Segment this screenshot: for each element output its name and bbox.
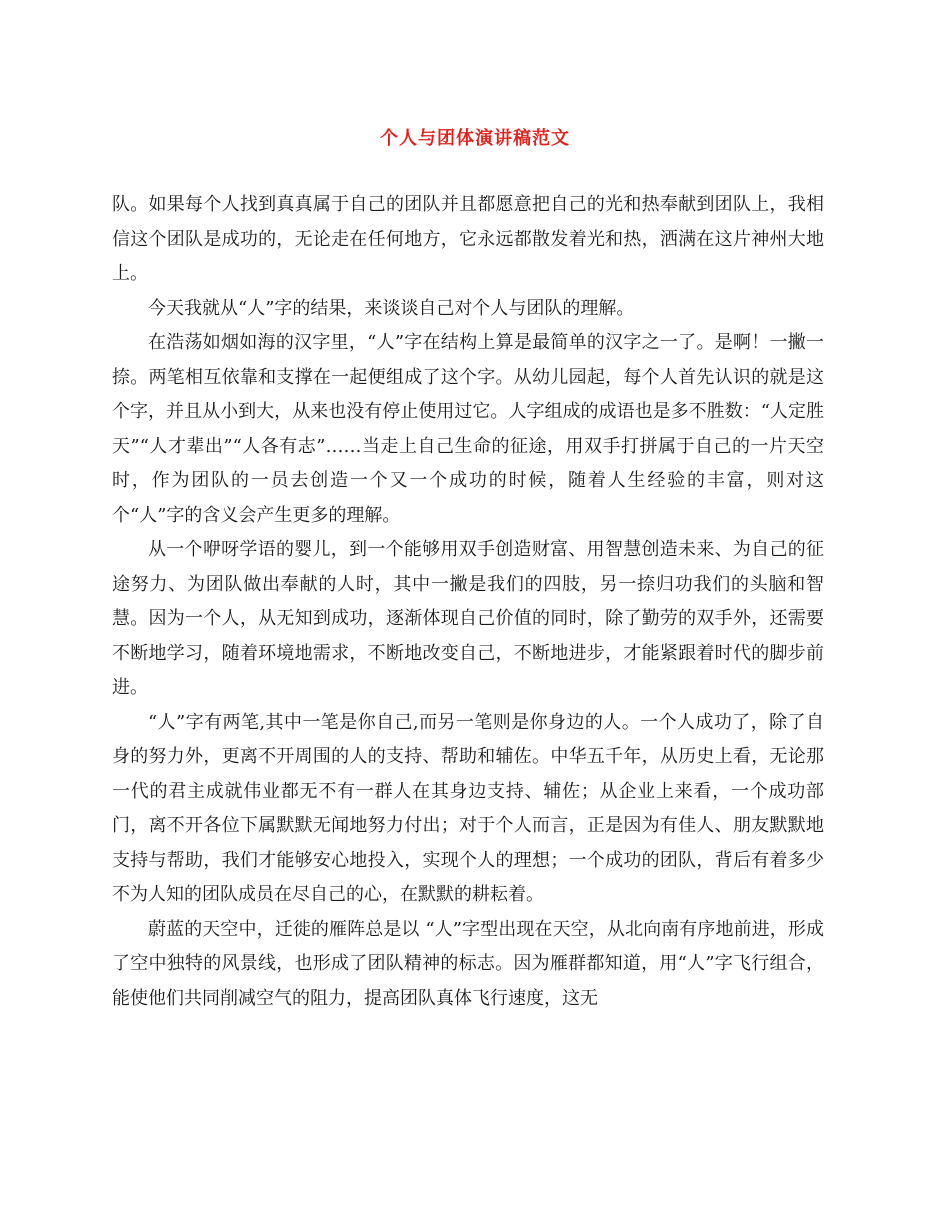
paragraph-4: 从一个咿呀学语的婴儿，到一个能够用双手创造财富、用智慧创造未来、为自己的征途努力、为团队做出奉献的人时，其中一撇是我们的四肢，另一捺归功我们的头脑和智慧。因为一个人，从无知到成功，逐渐体现自己价值的同时，除了勤劳的双手外，还需要不断地学习，随着环境地需求，不断地改变自己，不断地进步，才能紧跟着时代的脚步前进。 bbox=[112, 539, 824, 698]
page-title: 个人与团体演讲稿范文 bbox=[380, 128, 570, 149]
paragraph-3: 在浩荡如烟如海的汉字里，“人”字在结构上算是最简单的汉字之一了。是啊！一撇一捺。两笔相互依靠和支撑在一起便组成了这个字。从幼儿园起，每个人首先认识的就是这个字，并且从小到大，从来也没有停止使用过它。人字组成的成语也是多不胜数：“人定胜天”“人才辈出”“人各有志”……当走上自己生命的征途，用双手打拼属于自己的一片天空时，作为团队的一员去创造一个又一个成功的时候，随着人生经验的丰富，则对这个“人”字的含义会产生更多的理解。 bbox=[112, 332, 824, 526]
paragraph-5: “人”字有两笔,其中一笔是你自己,而另一笔则是你身边的人。一个人成功了，除了自身的努力外，更离不开周围的人的支持、帮助和辅佐。中华五千年，从历史上看，无论那一代的君主成就伟业都无不有一群人在其身边支持、辅佐；从企业上来看，一个成功部门，离不开各位下属默默无闻地努力付出；对于个人而言，正是因为有佳人、朋友默默地支持与帮助，我们才能够安心地投入，实现个人的理想；一个成功的团队，背后有着多少不为人知的团队成员在尽自己的心，在默默的耕耘着。 bbox=[112, 711, 824, 905]
paragraph-1: 队。如果每个人找到真真属于自己的团队并且都愿意把自己的光和热奉献到团队上，我相信这个团队是成功的，无论走在任何地方，它永远都散发着光和热，洒满在这片神州大地上。 bbox=[112, 194, 824, 284]
article-body bbox=[112, 188, 824, 1016]
paragraph-2: 今天我就从“人”字的结果，来谈谈自己对个人与团队的理解。 bbox=[148, 297, 635, 319]
paragraph-6: 蔚蓝的天空中，迁徙的雁阵总是以 “人”字型出现在天空，从北向南有序地前进，形成了空中独特的风景线，也形成了团队精神的标志。因为雁群都知道，用“人”字飞行组合，能使他们共同削减空气的阻力，提高团队真体飞行速度，这无 bbox=[112, 918, 824, 1009]
